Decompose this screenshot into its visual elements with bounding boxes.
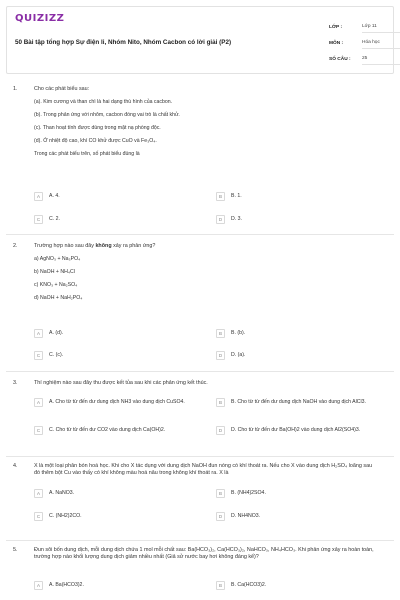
question-stem [34, 243, 378, 250]
question-divider [6, 234, 394, 235]
question-number: 3. [13, 380, 18, 386]
option-text: C. (NH2)2CO. [49, 513, 82, 519]
statement-a: (a). Kim cương và than chì là hai dạng thù hình của cacbon. [34, 99, 173, 105]
option-text: B. 1. [231, 193, 242, 199]
option-letter-box: B [216, 489, 225, 498]
question-content [34, 547, 378, 561]
question-content [34, 86, 378, 157]
question-number: 2. [13, 243, 18, 249]
option-text: A. NaNO3. [49, 490, 75, 496]
question-number: 5. [13, 547, 18, 553]
meta-subject-value: Hóa học [362, 37, 400, 49]
option-a[interactable] [34, 192, 204, 201]
meta-count-value: 25 [362, 53, 400, 65]
quizizz-logo: QUIZIZZ [15, 13, 65, 24]
statement-b: (b). Trong phản ứng với nhôm, cacbon đóng vai trò là chất khử. [34, 112, 180, 118]
option-d[interactable] [216, 351, 386, 360]
statement-d: (d). Ở nhiệt độ cao, khí CO khử được CuO và Fe₃O₄. [34, 138, 157, 144]
option-b[interactable] [216, 581, 386, 590]
option-a[interactable] [34, 398, 204, 407]
question-divider [6, 540, 394, 541]
option-text: B. (b). [231, 330, 246, 336]
option-d[interactable] [216, 512, 386, 521]
stem-suffix: xảy ra phản ứng? [113, 243, 156, 249]
option-letter-box: A [34, 329, 43, 338]
statement-a: a) AgNO₃ + Na₃PO₄ [34, 256, 81, 262]
statement-list [34, 256, 378, 302]
stem-prefix: Trường hợp nào sau đây [34, 243, 94, 249]
question-stem: Thí nghiệm nào sau đây thu được kết tủa sau khi các phản ứng kết thúc. [34, 380, 208, 386]
meta-class-value: Lớp 11 [362, 21, 400, 33]
document-header [6, 6, 394, 74]
option-letter-box: B [216, 192, 225, 201]
option-a[interactable] [34, 489, 204, 498]
option-letter-box: D [216, 512, 225, 521]
option-letter-box: C [34, 215, 43, 224]
option-text: A. Cho từ từ đến dư dung dịch NH3 vào dung dịch CuSO4. [49, 399, 185, 405]
option-letter-box: B [216, 581, 225, 590]
question-content [34, 243, 378, 302]
option-text: B. (NH4)2SO4. [231, 490, 266, 496]
option-letter-box: D [216, 426, 225, 435]
option-text: B. Cho từ từ đến dư dung dịch NaOH vào dung dịch AlCl3. [231, 399, 366, 405]
option-letter-box: A [34, 581, 43, 590]
statement-list [34, 99, 378, 145]
option-letter-box: C [34, 512, 43, 521]
option-letter-box: D [216, 215, 225, 224]
meta-subject-label: MÔN : [329, 40, 344, 46]
option-b[interactable] [216, 329, 386, 338]
option-text: D. Cho từ từ đến dư Ba(OH)2 vào dung dịch Al2(SO4)3. [231, 427, 361, 433]
question-divider [6, 371, 394, 372]
option-letter-box: B [216, 398, 225, 407]
option-text: B. Ca(HCO3)2. [231, 582, 267, 588]
question-content [34, 463, 378, 477]
option-a[interactable] [34, 329, 204, 338]
option-b[interactable] [216, 192, 386, 201]
meta-class-label: LỚP : [329, 24, 343, 30]
meta-panel [329, 19, 400, 67]
question-number: 4. [13, 463, 18, 469]
option-c[interactable] [34, 215, 204, 224]
option-letter-box: A [34, 398, 43, 407]
meta-class-row [329, 19, 400, 35]
option-text: A. Ba(HCO3)2. [49, 582, 84, 588]
option-text: D. NH4NO3. [231, 513, 261, 519]
option-text: A. (d). [49, 330, 64, 336]
option-b[interactable] [216, 489, 386, 498]
option-d[interactable] [216, 215, 386, 224]
stem-emphasis: không [95, 243, 112, 249]
option-a[interactable] [34, 581, 204, 590]
option-text: C. (c). [49, 352, 64, 358]
option-text: C. Cho từ từ đến dư CO2 vào dung dịch Ca(OH)2. [49, 427, 166, 433]
meta-count-label: SỐ CÂU : [329, 56, 351, 62]
option-letter-box: D [216, 351, 225, 360]
statement-d: d) NaOH + NaH₂PO₄ [34, 295, 83, 301]
option-letter-box: C [34, 351, 43, 360]
option-text: D. (a). [231, 352, 246, 358]
question-stem: X là một loại phân bón hoá học. Khi cho X tác dụng với dung dịch NaOH đun nóng có khí thoát ra. Nếu cho X vào dung dịch H₂SO₄ loãng sau đó thêm bột Cu vào thấy có khí không màu hoá nâu trong không khí thoát ra. X là [34, 463, 373, 476]
question-stem: Cho các phát biểu sau: [34, 86, 90, 92]
option-letter-box: B [216, 329, 225, 338]
option-c[interactable] [34, 512, 204, 521]
statement-b: b) NaOH + NH₄Cl [34, 269, 75, 275]
option-text: D. 3. [231, 216, 242, 222]
meta-subject-row [329, 35, 400, 51]
statement-c: c) KNO₃ + Na₂SO₄ [34, 282, 78, 288]
statement-c: (c). Than hoạt tính được dùng trong mặt nạ phòng độc. [34, 125, 161, 131]
meta-count-row [329, 51, 400, 67]
question-number: 1. [13, 86, 18, 92]
question-divider [6, 456, 394, 457]
option-text: A. 4. [49, 193, 60, 199]
option-letter-box: A [34, 489, 43, 498]
page-title: 50 Bài tập tổng hợp Sự điện li, Nhóm Nito, Nhóm Cacbon có lời giải (P2) [15, 39, 232, 46]
option-letter-box: C [34, 426, 43, 435]
option-c[interactable] [34, 351, 204, 360]
option-c[interactable] [34, 426, 204, 435]
question-closing: Trong các phát biểu trên, số phát biểu đúng là [34, 151, 140, 157]
option-b[interactable] [216, 398, 386, 407]
question-stem: Đun sôi bốn dung dịch, mỗi dung dịch chứa 1 mol mỗi chất sau: Ba(HCO₃)₂, Ca(HCO₃)₂, NaHCO₃, NH₄HCO₃. Khi phản ứng xảy ra hoàn toàn, trường hợp nào khối lượng dung dịch giảm nhiều nhất (Giả sử nước bay hơi không đáng kể)? [34, 547, 374, 560]
option-letter-box: A [34, 192, 43, 201]
option-d[interactable] [216, 426, 386, 435]
option-text: C. 2. [49, 216, 60, 222]
question-content [34, 380, 378, 387]
